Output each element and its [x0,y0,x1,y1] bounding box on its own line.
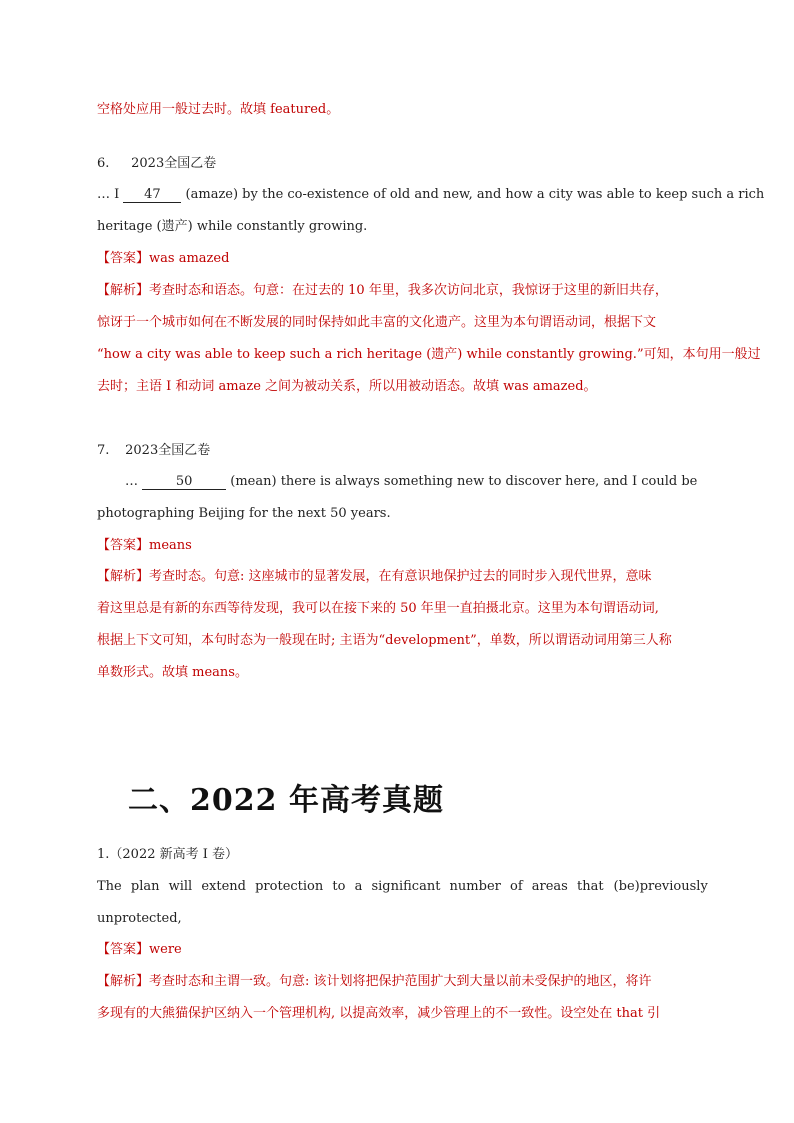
question-source: 2023全国乙卷 [131,156,217,171]
analysis-text: 惊讶于一个城市如何在不断发展的同时保持如此丰富的文化遗产。这里为本句谓语动词，根据下文 [97,315,657,330]
question-header [97,845,697,865]
answer-label: 【答案】 [97,251,150,266]
question-source: 2023全国乙卷 [125,443,211,458]
question-text-line [97,909,697,929]
analysis-text: 考查时态和主谓一致。句意: 该计划将把保护范围扩大到大量以前未受保护的地区，将许 [149,974,652,989]
question-number: 1. [97,847,110,862]
answer-blank: 47 [123,187,181,203]
analysis-line [97,377,697,397]
question-header [97,441,697,461]
analysis-line [97,663,697,683]
question-text: (be)previously [613,879,708,894]
analysis-label: 【解析】 [97,283,150,298]
analysis-text: 考查时态。句意: 这座城市的显著发展，在有意识地保护过去的同时步入现代世界，意味 [149,569,652,584]
answer-value: means [149,538,192,553]
question-text-line [97,185,765,205]
question-prefix: … I [97,187,124,202]
question-text-line [97,877,708,897]
answer-line [97,536,697,556]
analysis-line [97,631,697,651]
question-text: photographing Beijing for the next 50 years. [97,506,391,521]
question-text: heritage (遗产) while constantly growing. [97,219,368,234]
analysis-label: 【解析】 [97,974,150,989]
question-text-line [97,504,697,524]
answer-blank: 50 [142,474,226,490]
analysis-text: 单数形式。故填 means。 [97,665,248,680]
question-text: (amaze) by the co-existence of old and new, and how a city was able to keep such a rich [181,187,765,202]
answer-line [97,940,697,960]
question-source: （2022 新高考 I 卷） [109,847,239,862]
question-text-line [125,472,697,492]
section-heading: 二、2022 年高考真题 [128,783,444,818]
analysis-text: 考查时态和语态。句意：在过去的 10 年里，我多次访问北京，我惊讶于这里的新旧共存， [149,283,668,298]
analysis-line [97,567,697,587]
analysis-text: “how a city was able to keep such a rich heritage (遗产) while constantly growing.”可知，本句用一般过 [97,347,761,362]
question-text: The plan will extend protection to a significant number of areas that [97,879,604,894]
analysis-text: 根据上下文可知，本句时态为一般现在时; 主语为“development”，单数，所以谓语动词用第三人称 [97,633,672,648]
answer-label: 【答案】 [97,942,150,957]
analysis-text: 去时；主语 I 和动词 amaze 之间为被动关系，所以用被动语态。故填 was amazed。 [97,379,597,394]
question-text: (mean) there is always something new to discover here, and I could be [226,474,698,489]
text-line [97,100,697,120]
analysis-label: 【解析】 [97,569,150,584]
analysis-text: 着这里总是有新的东西等待发现，我可以在接下来的 50 年里一直拍摄北京。这里为本句谓语动词, [97,601,659,616]
question-prefix: … [125,474,143,489]
analysis-continuation: 空格处应用一般过去时。故填 featured。 [97,102,340,117]
answer-line [97,249,697,269]
answer-label: 【答案】 [97,538,150,553]
question-header [97,154,697,174]
analysis-line [97,599,697,619]
question-text-line [97,217,697,237]
question-text: unprotected, [97,911,182,926]
analysis-line [97,345,761,365]
question-number: 6. [97,156,110,171]
analysis-text: 多现有的大熊猫保护区纳入一个管理机构, 以提高效率，减少管理上的不一致性。设空处在 that 引 [97,1006,661,1021]
analysis-line [97,313,697,333]
answer-value: was amazed [149,251,230,266]
analysis-line [97,972,697,992]
analysis-line [97,281,697,301]
answer-value: were [149,942,182,957]
question-number: 7. [97,443,110,458]
analysis-line [97,1004,697,1024]
